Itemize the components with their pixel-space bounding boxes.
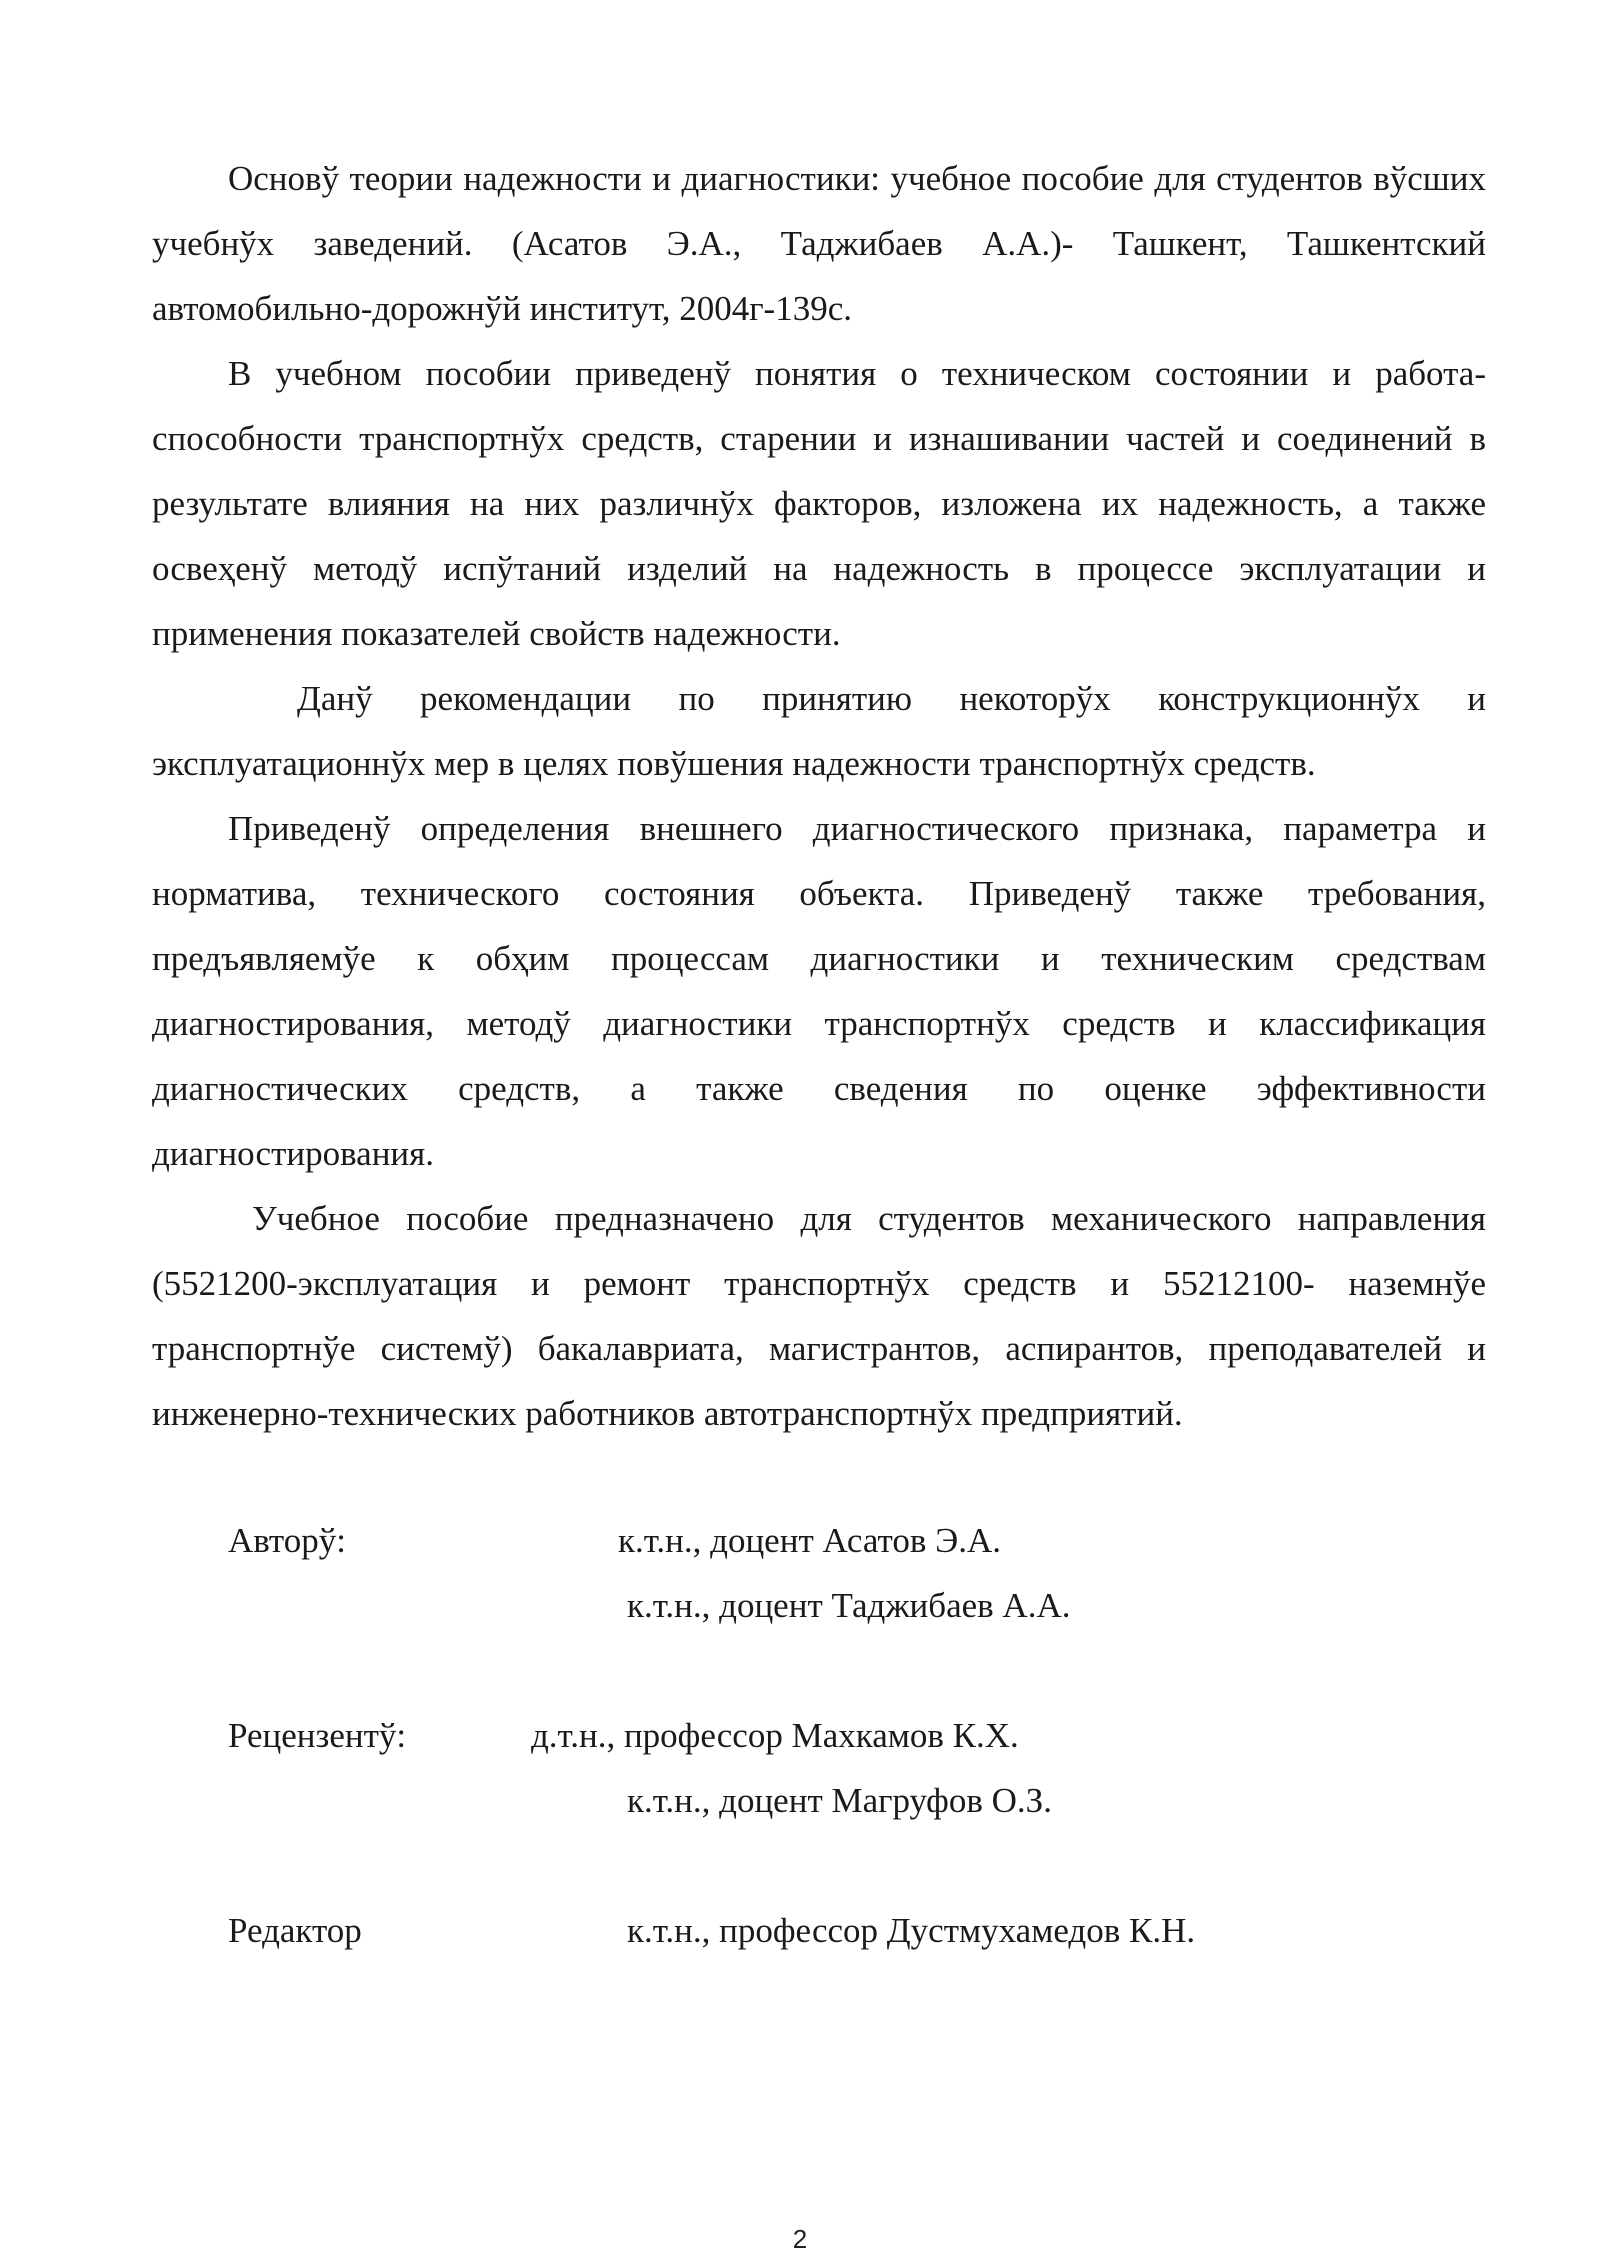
author-2: к.т.н., доцент Таджибаев А.А. — [627, 1586, 1071, 1625]
paragraph-summary: В учебном пособии приведенў понятия о техническом состоянии и работа-способности транспортнўх средств, старении и изнашивании частей и соединений в результате влияния на них различнўх факторов, изложена их надежность, а также освеҳенў методў испўтаний изделий на надежность в процессе эксплуатации и применения показателей свойств надежности. — [152, 354, 1486, 653]
authors-label: Авторў: — [228, 1521, 346, 1560]
paragraph-bibliographic: Основў теории надежности и диагностики: учебное пособие для студентов вўсших учебнўх заведений. (Асатов Э.А., Таджибаев А.А.)- Ташкент, Ташкентский автомобильно-дорожнўй институт, 2004г-139с. — [152, 159, 1486, 328]
paragraph-diagnostics: Приведенў определения внешнего диагностического признака, параметра и норматива, технического состояния объекта. Приведенў также требования, предъявляемўе к обҳим процессам диагностики и техническим средствам диагностирования, методў диагностики транспортнўх средств и классификация диагностических средств, а также сведения по оценке эффективности диагностирования. — [152, 809, 1486, 1173]
paragraph-recommendations: Данў рекомендации по принятию некоторўх конструкционнўх и эксплуатационнўх мер в целях повўшения надежности транспортнўх средств. — [152, 679, 1486, 783]
author-1: к.т.н., доцент Асатов Э.А. — [618, 1521, 1001, 1560]
page-number: 2 — [792, 2224, 808, 2254]
editor-label: Редактор — [228, 1911, 362, 1950]
paragraph-audience: Учебное пособие предназначено для студентов механического направления (5521200-эксплуатация и ремонт транспортнўх средств и 55212100- наземнўе транспортнўе системў) бакалавриата, магистрантов, аспирантов, преподавателей и инженерно-технических работников автотранспортнўх предприятий. — [152, 1199, 1486, 1433]
reviewer-1: д.т.н., профессор Махкамов К.Х. — [531, 1716, 1019, 1755]
editor-1: к.т.н., профессор Дустмухамедов К.Н. — [627, 1911, 1196, 1950]
reviewer-2: к.т.н., доцент Магруфов О.З. — [627, 1781, 1052, 1820]
reviewers-label: Рецензентў: — [228, 1716, 407, 1755]
